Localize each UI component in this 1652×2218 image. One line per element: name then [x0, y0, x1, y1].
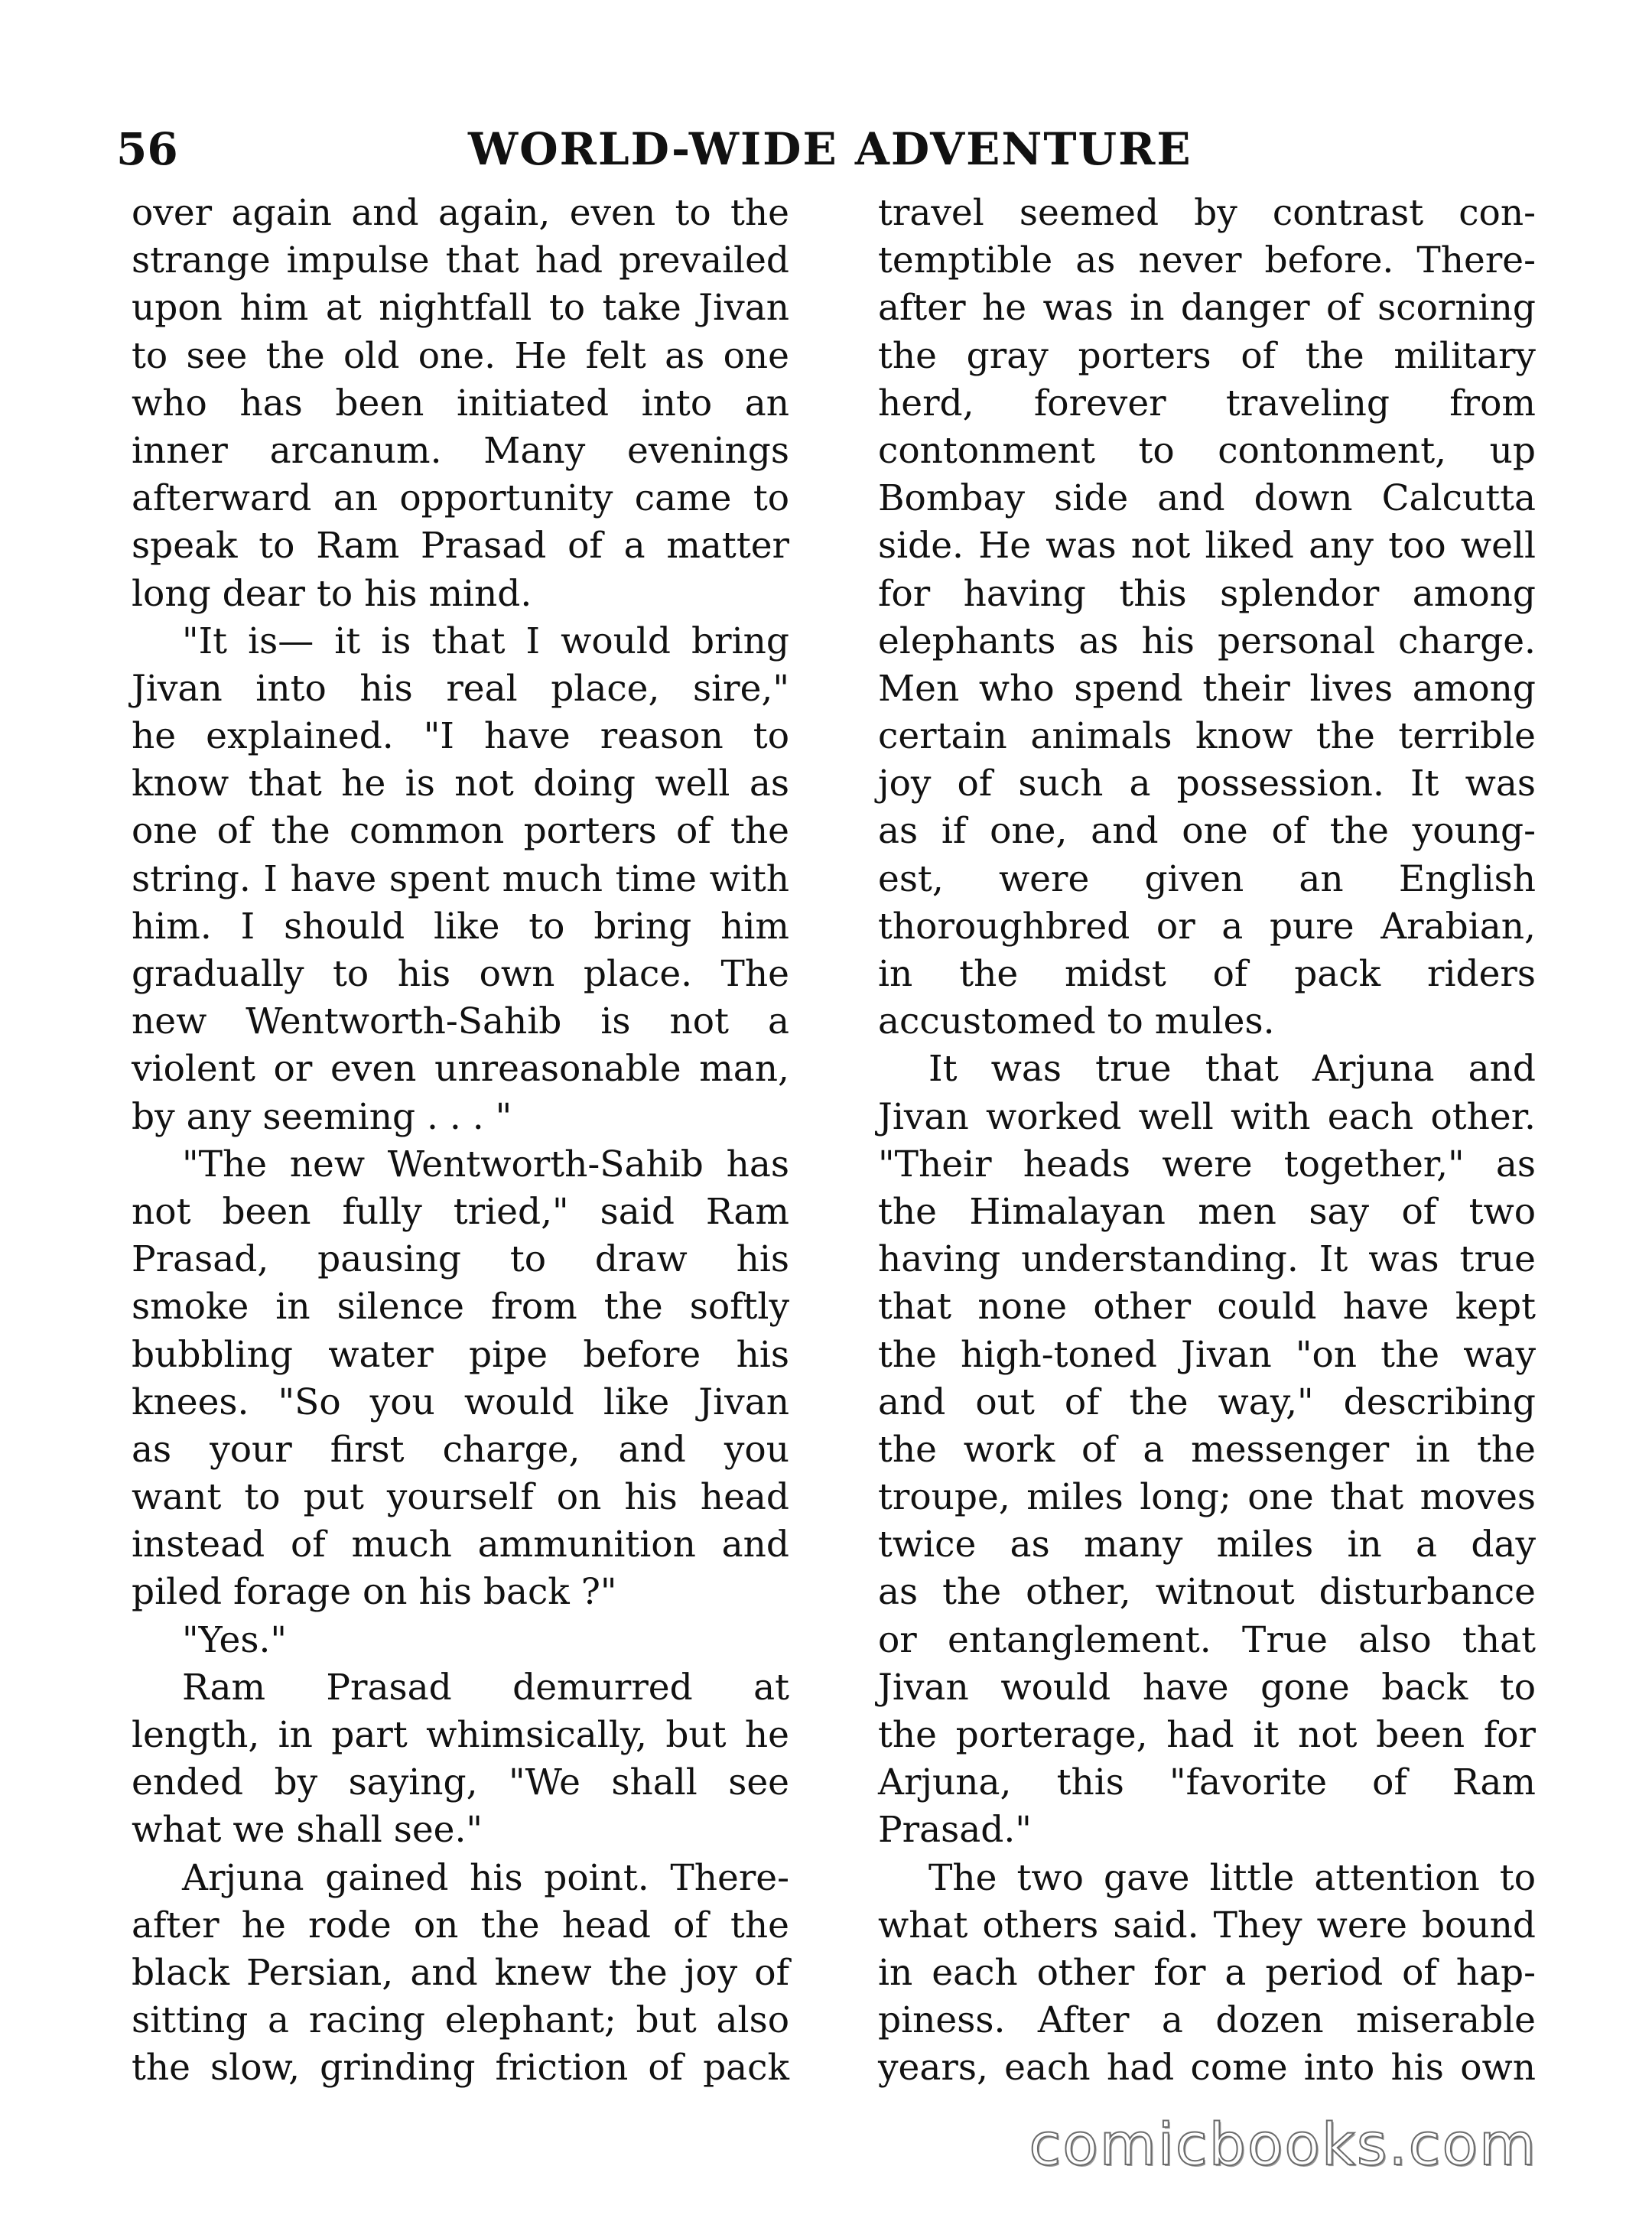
text-line: not been fully tried," said Ram: [132, 1190, 789, 1233]
text-line: length, in part whimsically, but he: [132, 1714, 789, 1756]
text-line: Jivan would have gone back to: [878, 1666, 1536, 1709]
text-line: travel seemed by contrast con-: [878, 192, 1536, 234]
text-line: contonment to contonment, up: [878, 429, 1536, 472]
text-line: certain animals know the terrible: [878, 715, 1536, 758]
text-line: over again and again, even to the: [132, 192, 789, 234]
text-line: est, were given an English: [878, 857, 1536, 900]
text-line: long dear to his mind.: [132, 572, 532, 615]
text-line: It was true that Arjuna and: [928, 1048, 1536, 1091]
watermark-logo: comicbooks.com: [1029, 2110, 1537, 2178]
text-line: Jivan into his real place, sire,": [132, 667, 789, 710]
running-head-title: WORLD-WIDE ADVENTURE: [468, 123, 1192, 175]
text-line: joy of such a possession. It was: [878, 763, 1536, 805]
text-line: the slow, grinding friction of pack: [132, 2047, 789, 2090]
text-line: upon him at nightfall to take Jivan: [132, 287, 789, 330]
text-line: ended by saying, "We shall see: [132, 1761, 789, 1804]
text-line: instead of much ammunition and: [132, 1524, 789, 1566]
page-header: [116, 122, 1536, 176]
text-line: thoroughbred or a pure Arabian,: [878, 905, 1536, 948]
page-number: 56: [116, 123, 178, 175]
left-text-column: [132, 190, 789, 2093]
text-line: know that he is not doing well as: [132, 763, 789, 805]
text-line: black Persian, and knew the joy of: [132, 1951, 789, 1994]
text-line: the work of a messenger in the: [878, 1428, 1536, 1471]
text-line: one of the common porters of the: [132, 810, 789, 853]
text-line: elephants as his personal charge.: [878, 620, 1536, 662]
text-line: having understanding. It was true: [878, 1238, 1536, 1281]
text-line: the high-toned Jivan "on the way: [878, 1333, 1536, 1376]
text-line: in each other for a period of hap-: [878, 1951, 1536, 1994]
text-line: or entanglement. True also that: [878, 1618, 1536, 1661]
text-line: Prasad.": [878, 1809, 1032, 1852]
text-line: bubbling water pipe before his: [132, 1333, 789, 1376]
right-text-column: [878, 190, 1536, 2093]
text-line: new Wentworth-Sahib is not a: [132, 1000, 789, 1043]
text-line: sitting a racing elephant; but also: [132, 1999, 789, 2042]
text-line: The two gave little attention to: [928, 1856, 1536, 1899]
text-line: that none other could have kept: [878, 1286, 1536, 1329]
text-line: the Himalayan men say of two: [878, 1190, 1536, 1233]
text-line: "It is— it is that I would bring: [182, 620, 789, 662]
text-line: after he rode on the head of the: [132, 1904, 789, 1946]
text-line: twice as many miles in a day: [878, 1524, 1536, 1566]
text-line: what we shall see.": [132, 1809, 483, 1852]
text-line: as your first charge, and you: [132, 1428, 789, 1471]
text-line: side. He was not liked any too well: [878, 525, 1536, 568]
text-line: the porterage, had it not been for: [878, 1714, 1536, 1756]
text-line: string. I have spent much time with: [132, 857, 789, 900]
text-line: "Yes.": [182, 1618, 288, 1661]
text-line: "Their heads were together," as: [878, 1143, 1536, 1185]
text-line: "The new Wentworth-Sahib has: [182, 1143, 789, 1185]
text-line: Arjuna gained his point. There-: [182, 1856, 789, 1899]
text-line: gradually to his own place. The: [132, 953, 789, 995]
text-line: strange impulse that had prevailed: [132, 239, 789, 282]
text-line: as the other, witnout disturbance: [878, 1571, 1536, 1614]
text-line: him. I should like to bring him: [132, 905, 789, 948]
text-line: smoke in silence from the softly: [132, 1286, 789, 1329]
text-line: by any seeming . . . ": [132, 1095, 512, 1138]
text-line: herd, forever traveling from: [878, 382, 1536, 424]
text-line: and out of the way," describing: [878, 1381, 1536, 1423]
text-line: violent or even unreasonable man,: [132, 1048, 789, 1091]
text-line: knees. "So you would like Jivan: [132, 1381, 789, 1423]
text-line: inner arcanum. Many evenings: [132, 429, 789, 472]
text-line: Prasad, pausing to draw his: [132, 1238, 789, 1281]
text-line: Arjuna, this "favorite of Ram: [878, 1761, 1536, 1804]
text-line: temptible as never before. There-: [878, 239, 1536, 282]
text-line: piled forage on his back ?": [132, 1571, 617, 1614]
text-line: the gray porters of the military: [878, 334, 1536, 377]
text-line: Ram Prasad demurred at: [182, 1666, 789, 1709]
text-line: Men who spend their lives among: [878, 667, 1536, 710]
text-line: after he was in danger of scorning: [878, 287, 1536, 330]
text-line: piness. After a dozen miserable: [878, 1999, 1536, 2042]
text-line: for having this splendor among: [878, 572, 1536, 615]
text-line: who has been initiated into an: [132, 382, 789, 424]
text-line: troupe, miles long; one that moves: [878, 1476, 1536, 1519]
text-line: afterward an opportunity came to: [132, 477, 789, 520]
text-line: speak to Ram Prasad of a matter: [132, 525, 789, 568]
text-line: in the midst of pack riders: [878, 953, 1536, 995]
text-line: Bombay side and down Calcutta: [878, 477, 1536, 520]
text-line: accustomed to mules.: [878, 1000, 1275, 1043]
text-line: what others said. They were bound: [878, 1904, 1536, 1946]
text-line: he explained. "I have reason to: [132, 715, 789, 758]
text-line: as if one, and one of the young-: [878, 810, 1536, 853]
text-line: years, each had come into his own: [878, 2047, 1536, 2090]
text-line: want to put yourself on his head: [132, 1476, 789, 1519]
text-line: Jivan worked well with each other.: [878, 1095, 1536, 1138]
text-line: to see the old one. He felt as one: [132, 334, 789, 377]
